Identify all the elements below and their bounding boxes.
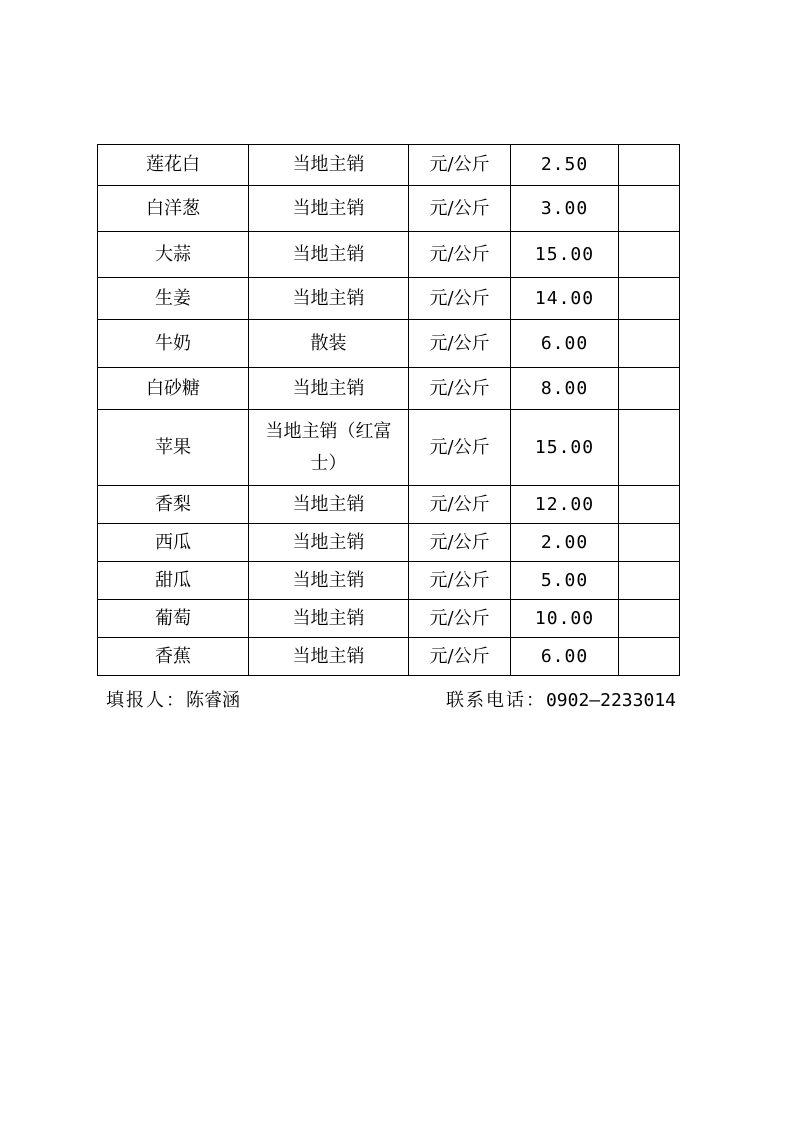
item-name-cell: 白砂糖 (98, 368, 249, 410)
price-cell: 6.00 (511, 320, 619, 368)
price-cell: 15.00 (511, 232, 619, 278)
table-row (98, 524, 680, 562)
price-table (97, 144, 680, 676)
table-row (98, 145, 680, 186)
spec-cell: 当地主销 (249, 600, 409, 638)
spec-cell: 当地主销 (249, 145, 409, 186)
table-row (98, 562, 680, 600)
note-cell (619, 562, 680, 600)
item-name-cell: 莲花白 (98, 145, 249, 186)
item-name-cell: 牛奶 (98, 320, 249, 368)
table-row (98, 486, 680, 524)
unit-cell: 元/公斤 (409, 562, 511, 600)
spec-cell: 当地主销 (249, 524, 409, 562)
note-cell (619, 410, 680, 486)
note-cell (619, 232, 680, 278)
note-cell (619, 524, 680, 562)
contact (446, 686, 676, 712)
unit-cell: 元/公斤 (409, 320, 511, 368)
reporter (106, 686, 240, 712)
item-name-cell: 香梨 (98, 486, 249, 524)
table-row (98, 638, 680, 676)
note-cell (619, 600, 680, 638)
note-cell (619, 638, 680, 676)
spec-cell: 当地主销 (249, 638, 409, 676)
spec-cell: 当地主销 (249, 232, 409, 278)
price-cell: 6.00 (511, 638, 619, 676)
table-row (98, 232, 680, 278)
table-row (98, 278, 680, 320)
note-cell (619, 278, 680, 320)
price-cell: 15.00 (511, 410, 619, 486)
item-name-cell: 大蒜 (98, 232, 249, 278)
note-cell (619, 486, 680, 524)
spec-cell: 当地主销（红富士） (249, 410, 409, 486)
spec-cell: 当地主销 (249, 368, 409, 410)
phone-label: 联系电话： (445, 690, 546, 711)
item-name-cell: 西瓜 (98, 524, 249, 562)
price-cell: 2.00 (511, 524, 619, 562)
unit-cell: 元/公斤 (409, 368, 511, 410)
unit-cell: 元/公斤 (409, 278, 511, 320)
price-cell: 2.50 (511, 145, 619, 186)
price-cell: 3.00 (511, 186, 619, 232)
item-name-cell: 生姜 (98, 278, 249, 320)
table-row (98, 186, 680, 232)
item-name-cell: 苹果 (98, 410, 249, 486)
footer (106, 686, 676, 710)
price-cell: 10.00 (511, 600, 619, 638)
unit-cell: 元/公斤 (409, 600, 511, 638)
price-cell: 12.00 (511, 486, 619, 524)
reporter-label: 填报人： (106, 690, 186, 711)
spec-cell: 当地主销 (249, 186, 409, 232)
unit-cell: 元/公斤 (409, 486, 511, 524)
unit-cell: 元/公斤 (409, 145, 511, 186)
item-name-cell: 葡萄 (98, 600, 249, 638)
note-cell (619, 186, 680, 232)
table-row (98, 368, 680, 410)
unit-cell: 元/公斤 (409, 524, 511, 562)
note-cell (619, 145, 680, 186)
table-row (98, 320, 680, 368)
unit-cell: 元/公斤 (409, 638, 511, 676)
item-name-cell: 香蕉 (98, 638, 249, 676)
table-row (98, 410, 680, 486)
unit-cell: 元/公斤 (409, 410, 511, 486)
table-row (98, 600, 680, 638)
spec-cell: 散装 (249, 320, 409, 368)
note-cell (619, 320, 680, 368)
price-cell: 14.00 (511, 278, 619, 320)
item-name-cell: 白洋葱 (98, 186, 249, 232)
phone-number: 0902—2233014 (545, 690, 676, 711)
spec-cell: 当地主销 (249, 486, 409, 524)
spec-cell: 当地主销 (249, 278, 409, 320)
price-cell: 8.00 (511, 368, 619, 410)
spec-cell: 当地主销 (249, 562, 409, 600)
price-cell: 5.00 (511, 562, 619, 600)
reporter-name: 陈睿涵 (186, 690, 240, 711)
unit-cell: 元/公斤 (409, 232, 511, 278)
unit-cell: 元/公斤 (409, 186, 511, 232)
note-cell (619, 368, 680, 410)
table-body (98, 145, 680, 676)
item-name-cell: 甜瓜 (98, 562, 249, 600)
